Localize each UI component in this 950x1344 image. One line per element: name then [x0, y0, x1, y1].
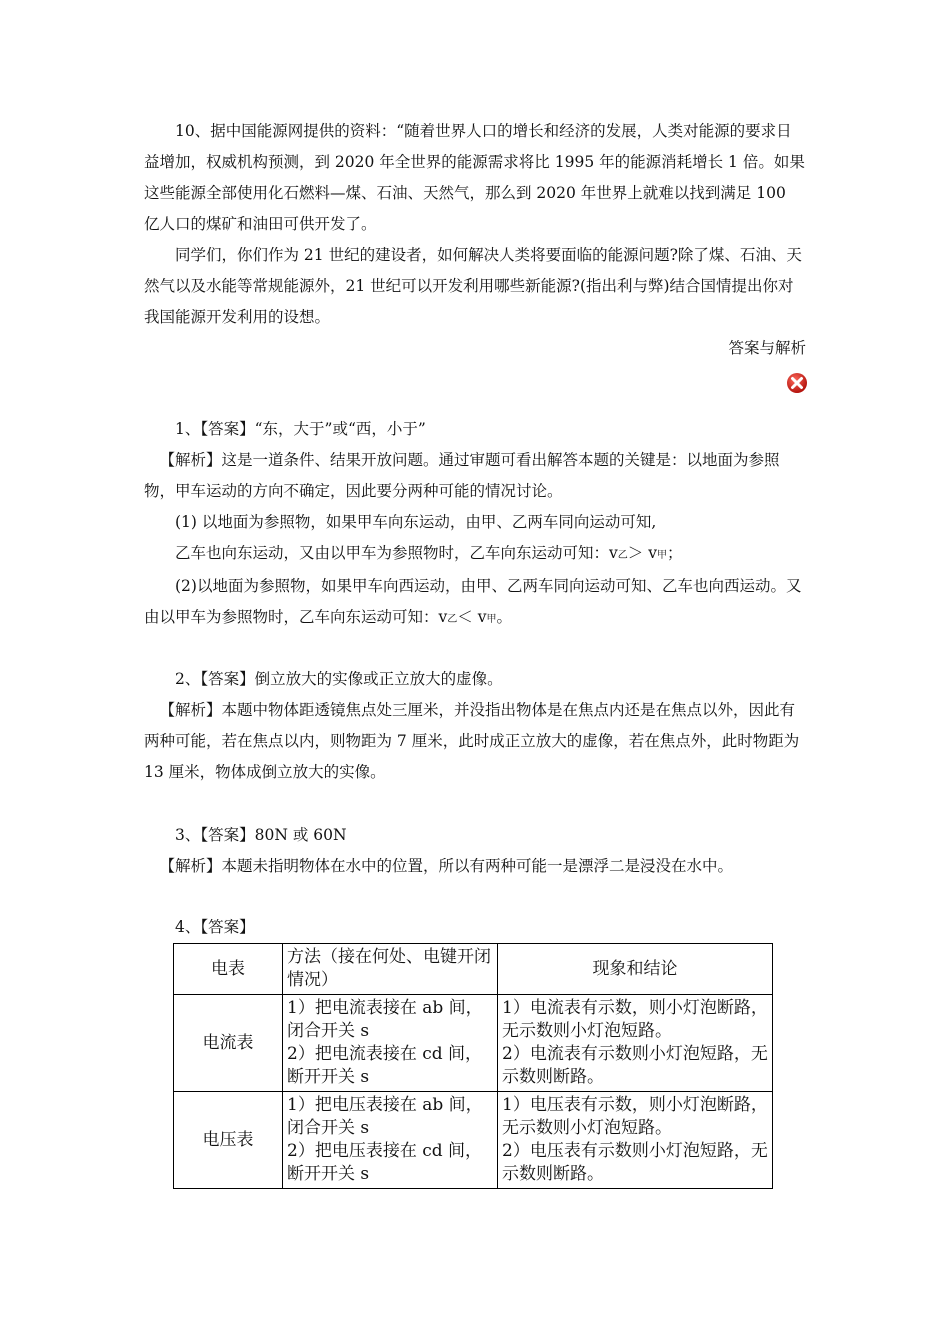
answer-4 — [144, 912, 806, 943]
answer-1-case1-line2 — [144, 538, 806, 571]
answer-2-analysis: 【解析】本题中物体距透镜焦点处三厘米，并没指出物体是在焦点内还是在焦点以外，因此有两种可能，若在焦点以内，则物距为 7 厘米，此时成正立放大的虚像，若在焦点外，此时物距为 13 厘米，物体成倒立放大的实像。 — [144, 701, 800, 781]
method-line: 1）把电流表接在 ab 间，闭合开关 s — [287, 998, 483, 1041]
method-line: 2）把电压表接在 cd 间，断开开关 s — [287, 1141, 483, 1184]
case1-end: ； — [666, 544, 683, 562]
result-line: 1）电压表有示数，则小灯泡断路，无示数则小灯泡短路。 — [502, 1095, 768, 1138]
case1-compare: ＞ v — [627, 544, 657, 562]
table-cell-meter: 电流表 — [174, 995, 283, 1092]
table-cell-result — [498, 995, 773, 1092]
table-header-cell: 现象和结论 — [498, 944, 773, 995]
close-icon[interactable] — [786, 372, 808, 394]
result-line: 1）电流表有示数，则小灯泡断路，无示数则小灯泡短路。 — [502, 998, 768, 1041]
answer-4-text: 4、【答案】 — [175, 918, 255, 936]
table-header-cell: 方法（接在何处、电键开闭情况） — [283, 944, 498, 995]
result-line: 2）电压表有示数则小灯泡短路，无示数则断路。 — [502, 1141, 768, 1184]
case2-subscript-a: 甲 — [486, 614, 497, 625]
case2-compare: ＜ v — [457, 608, 487, 626]
method-line: 2）把电流表接在 cd 间，断开开关 s — [287, 1044, 483, 1087]
question-10 — [144, 116, 806, 364]
table-cell-result — [498, 1092, 773, 1189]
answer-3 — [144, 820, 806, 882]
table-cell-method — [283, 1092, 498, 1189]
answer-1-case2 — [144, 571, 806, 635]
case1-subscript-b: 乙 — [617, 550, 628, 561]
answer-3-analysis: 【解析】本题未指明物体在水中的位置，所以有两种可能一是漂浮二是浸没在水中。 — [159, 857, 734, 875]
table-header-row — [174, 944, 773, 995]
table-cell-method — [283, 995, 498, 1092]
answer-3-text: 3、【答案】80N 或 60N — [175, 826, 347, 844]
case2-end: 。 — [496, 608, 512, 626]
answer-2 — [144, 664, 806, 788]
answer-analysis-link[interactable]: 答案与解析 — [728, 339, 806, 357]
case1-text: 乙车也向东运动，又由以甲车为参照物时，乙车向东运动可知：v — [175, 544, 618, 562]
table-cell-meter: 电压表 — [174, 1092, 283, 1189]
table-row — [174, 1092, 773, 1189]
question-10-para1: 10、据中国能源网提供的资料：“随着世界人口的增长和经济的发展，人类对能源的要求日益增加，权威机构预测，到 2020 年全世界的能源需求将比 1995 年的能源消耗增长 1 倍。如果这些能源全部使用化石燃料—煤、石油、天然气，那么到 2020 年世界上就难以找到满足 100 亿人口的煤矿和油田可供开发了。 — [144, 122, 805, 233]
table-row — [174, 995, 773, 1092]
answer-1-analysis: 【解析】这是一道条件、结果开放问题。通过审题可看出解答本题的关键是：以地面为参照物，甲车运动的方向不确定，因此要分两种可能的情况讨论。 — [144, 451, 780, 500]
answer-1-text: 1、【答案】“东，大于”或“西，小于” — [175, 420, 426, 438]
table-header-cell: 电表 — [174, 944, 283, 995]
answer-2-text: 2、【答案】倒立放大的实像或正立放大的虚像。 — [175, 670, 503, 688]
answer-4-table-wrap — [173, 943, 773, 1189]
case2-subscript-b: 乙 — [447, 614, 458, 625]
answer-1-case1-line1: (1) 以地面为参照物，如果甲车向东运动，由甲、乙两车同向运动可知, — [175, 513, 657, 531]
answer-4-table — [173, 943, 773, 1189]
result-line: 2）电流表有示数则小灯泡短路，无示数则断路。 — [502, 1044, 768, 1087]
answer-1 — [144, 414, 806, 635]
case1-subscript-a: 甲 — [656, 550, 667, 561]
question-10-para2: 同学们，你们作为 21 世纪的建设者，如何解决人类将要面临的能源问题?除了煤、石油、天然气以及水能等常规能源外，21 世纪可以开发利用哪些新能源?(指出利与弊)结合国情提出你对我国能源开发利用的设想。 — [144, 246, 802, 326]
method-line: 1）把电压表接在 ab 间，闭合开关 s — [287, 1095, 483, 1138]
case2-text: (2)以地面为参照物，如果甲车向西运动，由甲、乙两车同向运动可知、乙车也向西运动。又由以甲车为参照物时，乙车向东运动可知：v — [144, 577, 802, 626]
